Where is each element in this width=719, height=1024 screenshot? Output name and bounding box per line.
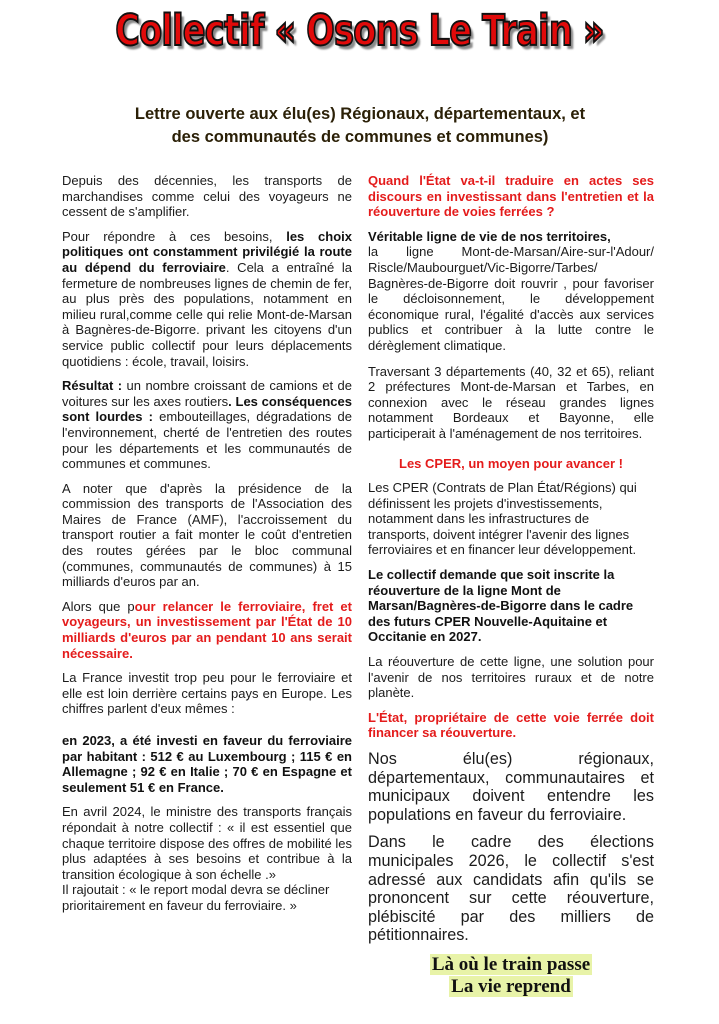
state-owner-paragraph: L'État, propriétaire de cette voie ferrée doit financer sa réouverture. [368, 709, 654, 741]
subtitle-line-1: Lettre ouverte aux élu(es) Régionaux, départementaux, et [134, 105, 586, 123]
collective-title: Collectif « Osons Le Train » [115, 6, 604, 56]
slogan-line-2: La vie reprend [451, 975, 571, 997]
state-question-heading: Quand l'État va-t-il traduire en actes ses discours en investissant dans l'entretien et la réouverture de voies ferrées ? [368, 173, 654, 220]
policy-text-rest: . Cela a entraîné la fermeture de nombreuses lignes de chemin de fer, au plus près des populations, notamment en milieu rural,comme celle qui relie Mont-de-Marsan à Bagnères-de-Bigorre. privant les citoyens d'un service public collectif pour leurs déplacements quotidiens : école, travail, loisirs. [62, 259, 352, 369]
cper-heading: Les CPER, un moyen pour avancer ! [399, 455, 623, 471]
lifeline-text: la ligne Mont-de-Marsan/Aire-sur-l'Adour/ Riscle/Maubourguet/Vic-Bigorre/Tarbes/ Bagnères-de-Bigorre doit rouvrir , pour favoriser le décloisonnement, le développement économique rural, l'égalité d'accès aux services publics et contribuer à la lutte contre le dérèglement climatique. [368, 244, 654, 353]
consequences-label: . Les conséquences sont lourdes : [62, 393, 352, 425]
left-column [62, 173, 352, 923]
policy-paragraph [62, 229, 352, 369]
lifeline-paragraph [368, 229, 654, 354]
lifeline-heading: Véritable ligne de vie de nos territoires, [368, 228, 611, 244]
intro-paragraph: Depuis des décennies, les transports de marchandises comme celui des voyageurs ne cessent de s'amplifier. [62, 173, 352, 220]
policy-emphasis: les choix politiques ont constamment privilégié la route au dépend du ferroviaire [62, 228, 353, 275]
departments-paragraph: Traversant 3 départements (40, 32 et 65), reliant 2 préfectures Mont-de-Marsan et Tarbes, en connexion avec le réseau grandes lignes notamment Bordeaux et Bayonne, elle participerait à l'aménagement de nos territoires. [368, 363, 654, 441]
cper-paragraph: Les CPER (Contrats de Plan État/Régions) qui définissent les projets d'investissements, notamment dans les infrastructures de transports, doivent intégrer l'avenir des lignes ferroviaires et en financer leur développement. [368, 480, 637, 558]
investment-emphasis: our relancer le ferroviaire, fret et voyageurs, un investissement par l'État de 10 milliards d'euros par an pendant 10 ans serait nécessaire. [62, 598, 352, 661]
policy-text-lead: Pour répondre à ces besoins, [62, 228, 287, 244]
result-text: un nombre croissant de camions et de voitures sur les axes routiers [62, 378, 352, 409]
result-label: Résultat : [62, 378, 123, 394]
amf-paragraph: A noter que d'après la présidence de la commission des transports de l'Association des Maires de France (AMF), l'accroissement du transport routier a fait monter le coût d'entretien des routes gérées par le bloc communal (communes, communautés de communes) à 15 milliards d'euros par an. [62, 480, 352, 590]
slogan-line-1: Là où le train passe [431, 953, 591, 975]
minister-addition-paragraph: Il rajoutait : « le report modal devra se décliner prioritairement en faveur du ferroviaire. » [62, 882, 330, 913]
right-column [368, 173, 654, 998]
collective-demand-paragraph: Le collectif demande que soit inscrite la réouverture de la ligne Mont de Marsan/Bagnères-de-Bigorre dans le cadre des futurs CPER Nouvelle-Aquitaine et Occitanie en 2027. [368, 567, 634, 645]
solution-paragraph: La réouverture de cette ligne, une solution pour l'avenir de nos territoires ruraux et de notre planète. [368, 654, 654, 701]
investment-need-paragraph [62, 599, 352, 661]
figures-2023-paragraph: en 2023, a été investi en faveur du ferroviaire par habitant : 512 € au Luxembourg ; 115 € en Allemagne ; 92 € en Italie ; 70 € en Espagne et seulement 51 € en France. [62, 733, 352, 795]
subtitle-line-2: des communautés de communes et communes) [171, 128, 549, 146]
letter-subtitle [40, 103, 680, 149]
consequences-text: embouteillages, dégradations de l'environnement, cherté de l'entretien des routes pour les départements et les communautés de communes et communes. [62, 409, 352, 472]
investment-lead: Alors que p [62, 598, 135, 614]
result-paragraph [62, 378, 352, 472]
france-investment-paragraph: La France investit trop peu pour le ferroviaire et elle est loin derrière certains pays en Europe. Les chiffres parlent d'eux mêmes : [62, 670, 352, 717]
municipal-elections-paragraph: Dans le cadre des élections municipales 2026, le collectif s'est adressé aux candidats afin qu'ils se prononcent sur cette réouverture, plébiscité par des milliers de pétitionnaires. [368, 833, 654, 945]
slogan [368, 954, 654, 998]
elected-officials-paragraph: Nos élu(es) régionaux, départementaux, communautaires et municipaux doivent entendre les populations en faveur du ferroviaire. [368, 750, 654, 824]
minister-quote-paragraph: En avril 2024, le ministre des transports français répondait à notre collectif : « il est essentiel que chaque territoire dispose des offres de mobilité les plus adaptées à ses besoins et contribue à la transition écologique à son échelle .» [62, 804, 352, 882]
